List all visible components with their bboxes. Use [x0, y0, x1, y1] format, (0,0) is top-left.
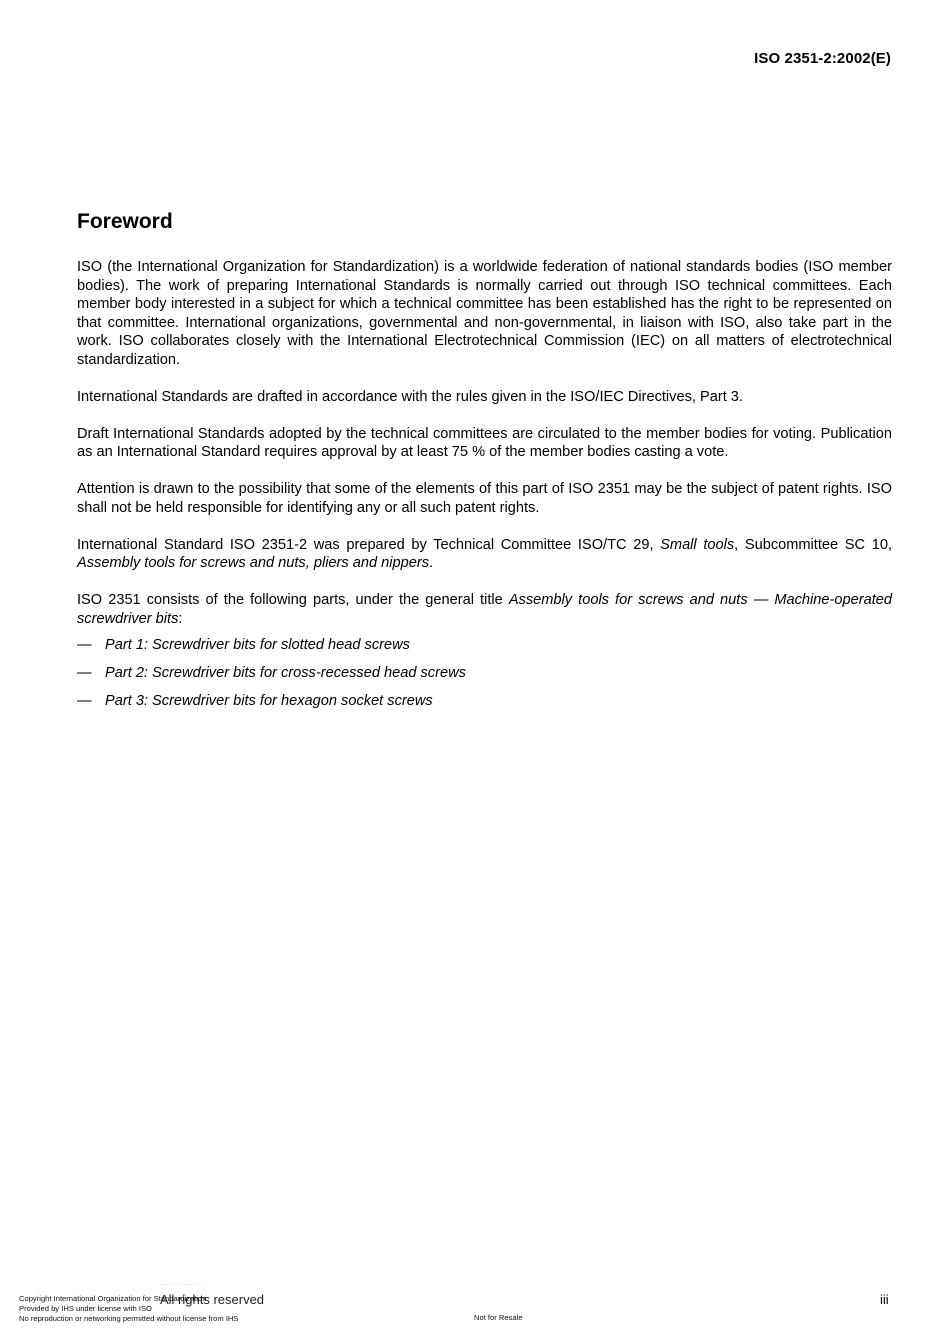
paragraph-directives: International Standards are drafted in accordance with the rules given in the ISO/IEC Directives, Part 3.	[77, 388, 743, 405]
dash-bullet: —	[77, 693, 92, 709]
text-span: International Standard ISO 2351-2 was prepared by Technical Committee ISO/TC 29,	[77, 536, 661, 553]
footer-rights: All rights reserved	[160, 1292, 265, 1307]
copyright-line: Provided by IHS under license with ISO	[19, 1304, 152, 1313]
foreword-section	[77, 208, 892, 720]
text-span: :	[178, 610, 183, 627]
parts-list	[77, 636, 892, 711]
part-title: Part 1: Screwdriver bits for slotted head screws	[105, 637, 410, 653]
paragraph-prepared-by	[77, 536, 892, 573]
resale-notice: Not for Resale	[474, 1313, 523, 1322]
dash-bullet: —	[77, 637, 92, 653]
dash-bullet: —	[77, 665, 92, 681]
subcommittee-name: Assembly tools for screws and nuts, pliers and nippers	[77, 555, 430, 571]
footer-dotted-line: ··············	[160, 1282, 202, 1288]
copyright-line: Copyright International Organization for Standardization	[19, 1294, 207, 1303]
list-item	[77, 636, 892, 655]
document-id: ISO 2351-2:2002(E)	[754, 50, 891, 67]
text-span: ISO 2351 consists of the following parts, under the general title	[77, 592, 509, 608]
page-title: Foreword	[77, 210, 173, 233]
paragraph-patent: Attention is drawn to the possibility that some of the elements of this part of ISO 2351 may be the subject of patent rights. ISO shall not be held responsible for identifying any or all such patent rights.	[77, 481, 892, 516]
list-item	[77, 692, 892, 711]
copyright-notice	[19, 1294, 238, 1324]
part-title: Part 3: Screwdriver bits for hexagon socket screws	[105, 693, 433, 709]
paragraph-parts-intro	[77, 591, 892, 628]
paragraph-voting: Draft International Standards adopted by the technical committees are circulated to the member bodies for voting. Publication as an International Standard requires approval by at least 75 % of the member bodies casting a vote.	[77, 425, 892, 460]
text-span: , Subcommittee SC 10,	[734, 536, 893, 553]
list-item	[77, 664, 892, 683]
paragraph-iso-intro: ISO (the International Organization for Standardization) is a worldwide federation of national standards bodies (ISO member bodies). The work of preparing International Standards is normally carried out through ISO technical committees. Each member body interested in a subject for which a technical committee has been established has the right to be represented on that committee. International organizations, governmental and non-governmental, in liaison with ISO, also take part in the work. ISO collaborates closely with the International Electrotechnical Commission (IEC) on all matters of electrotechnical standardization.	[77, 259, 892, 368]
general-title: Assembly tools for screws and nuts — Machine-operated screwdriver bits	[77, 592, 892, 627]
text-span: .	[429, 555, 434, 571]
committee-name: Small tools	[660, 536, 735, 553]
copyright-line: No reproduction or networking permitted without license from IHS	[19, 1314, 239, 1323]
page-number: iii	[880, 1292, 889, 1307]
part-title: Part 2: Screwdriver bits for cross-recessed head screws	[105, 665, 466, 681]
